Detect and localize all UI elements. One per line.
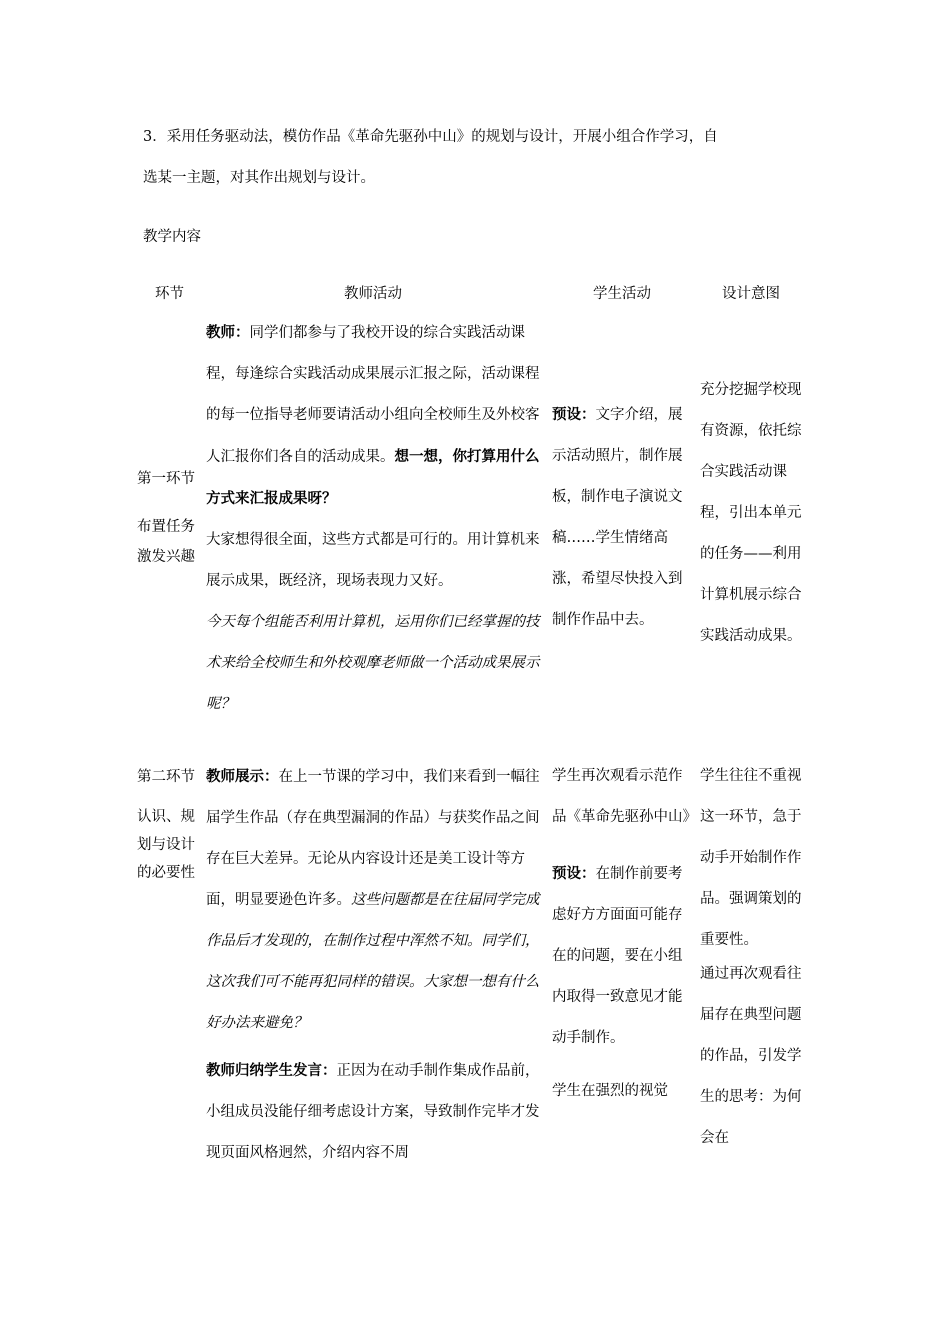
header-teacher-activity: 教师活动 <box>344 286 402 302</box>
header-student-activity: 学生活动 <box>593 286 651 302</box>
stage1-student-activity <box>552 394 690 641</box>
stage2-student-text-3: 学生在强烈的视觉 <box>552 1083 668 1099</box>
stage2-intent-1: 学生往往不重视这一环节，急于动手开始制作作品。强调策划的重要性。 <box>700 768 802 948</box>
stage2-label <box>137 766 205 884</box>
stage2-design-intent <box>700 756 806 1159</box>
stage2-student-text-2: 在制作前要考虑好方方面面可能存在的问题，要在小组内取得一致意见才能动手制作。 <box>552 866 683 1046</box>
intro-line-2: 选某一主题，对其作出规划与设计。 <box>143 170 375 186</box>
stage2-intent-2: 通过再次观看往届存在典型问题的作品，引发学生的思考：为何会在 <box>700 966 802 1146</box>
stage2-subtitle-3: 的必要性 <box>137 865 195 881</box>
intro-paragraph <box>143 117 808 199</box>
stage1-label <box>137 468 205 568</box>
stage1-teacher-activity <box>206 312 545 725</box>
stage2-title: 第二环节 <box>137 769 195 785</box>
stage1-title: 第一环节 <box>137 471 195 487</box>
stage1-teacher-text-1: 同学们都参与了我校开设的综合实践活动课程，每逢综合实践活动成果展示汇报之际，活动课程的每一位指导老师要请活动小组向全校师生及外校客人汇报你们各自的活动成果。 <box>206 325 540 465</box>
stage2-subtitle-2: 划与设计 <box>137 837 195 853</box>
header-stage: 环节 <box>155 286 184 302</box>
stage1-student-label: 预设： <box>552 406 596 423</box>
stage2-teacher-label-2: 教师归纳学生发言： <box>206 1062 337 1079</box>
stage2-teacher-italic: 这些问题都是在往届同学完成作品后才发现的，在制作过程中浑然不知。同学们，这次我们可不能再犯同样的错误。大家想一想有什么好办法来避免？ <box>206 892 540 1031</box>
stage2-student-label: 预设： <box>552 865 596 882</box>
stage2-teacher-label: 教师展示： <box>206 768 279 785</box>
section-title: 教学内容 <box>143 229 201 245</box>
stage1-teacher-question: 想一想，你打算用什么方式来汇报成果呀？ <box>206 448 540 507</box>
stage1-subtitle-1: 布置任务 <box>137 519 195 535</box>
intro-line-1: 3．采用任务驱动法，模仿作品《革命先驱孙中山》的规划与设计，开展小组合作学习，自 <box>143 129 718 145</box>
stage1-design-intent: 充分挖掘学校现有资源，依托综合实践活动课程，引出本单元的任务——利用计算机展示综合实践活动成果。 <box>700 382 802 644</box>
stage2-teacher-text-2: 正因为在动手制作集成作品前，小组成员没能仔细考虑设计方案，导致制作完毕才发现页面风格迥然，介绍内容不周 <box>206 1063 540 1161</box>
stage2-student-text-1: 学生再次观看示范作品《革命先驱孙中山》 <box>552 768 697 825</box>
stage1-teacher-text-2: 大家想得很全面，这些方式都是可行的。用计算机来展示成果，既经济，现场表现力又好。 <box>206 532 540 589</box>
stage1-teacher-italic: 今天每个组能否利用计算机，运用你们已经掌握的技术来给全校师生和外校观摩老师做一个活动成果展示呢？ <box>206 614 540 712</box>
stage2-teacher-text-1: 在上一节课的学习中，我们来看到一幅往届学生作品（存在典型漏洞的作品）与获奖作品之间存在巨大差异。无论从内容设计还是美工设计等方面，明显要逊色许多。 <box>206 769 540 908</box>
header-design-intent: 设计意图 <box>722 286 780 302</box>
stage1-student-text: 文字介绍，展示活动照片，制作展板，制作电子演说文稿……学生情绪高涨，希望尽快投入到制作作品中去。 <box>552 407 683 628</box>
stage1-subtitle-2: 激发兴趣 <box>137 549 195 565</box>
stage2-teacher-activity <box>206 756 545 1174</box>
stage2-student-activity <box>552 756 697 1112</box>
stage1-teacher-label: 教师： <box>206 324 250 341</box>
stage2-subtitle-1: 认识、规 <box>137 809 195 825</box>
